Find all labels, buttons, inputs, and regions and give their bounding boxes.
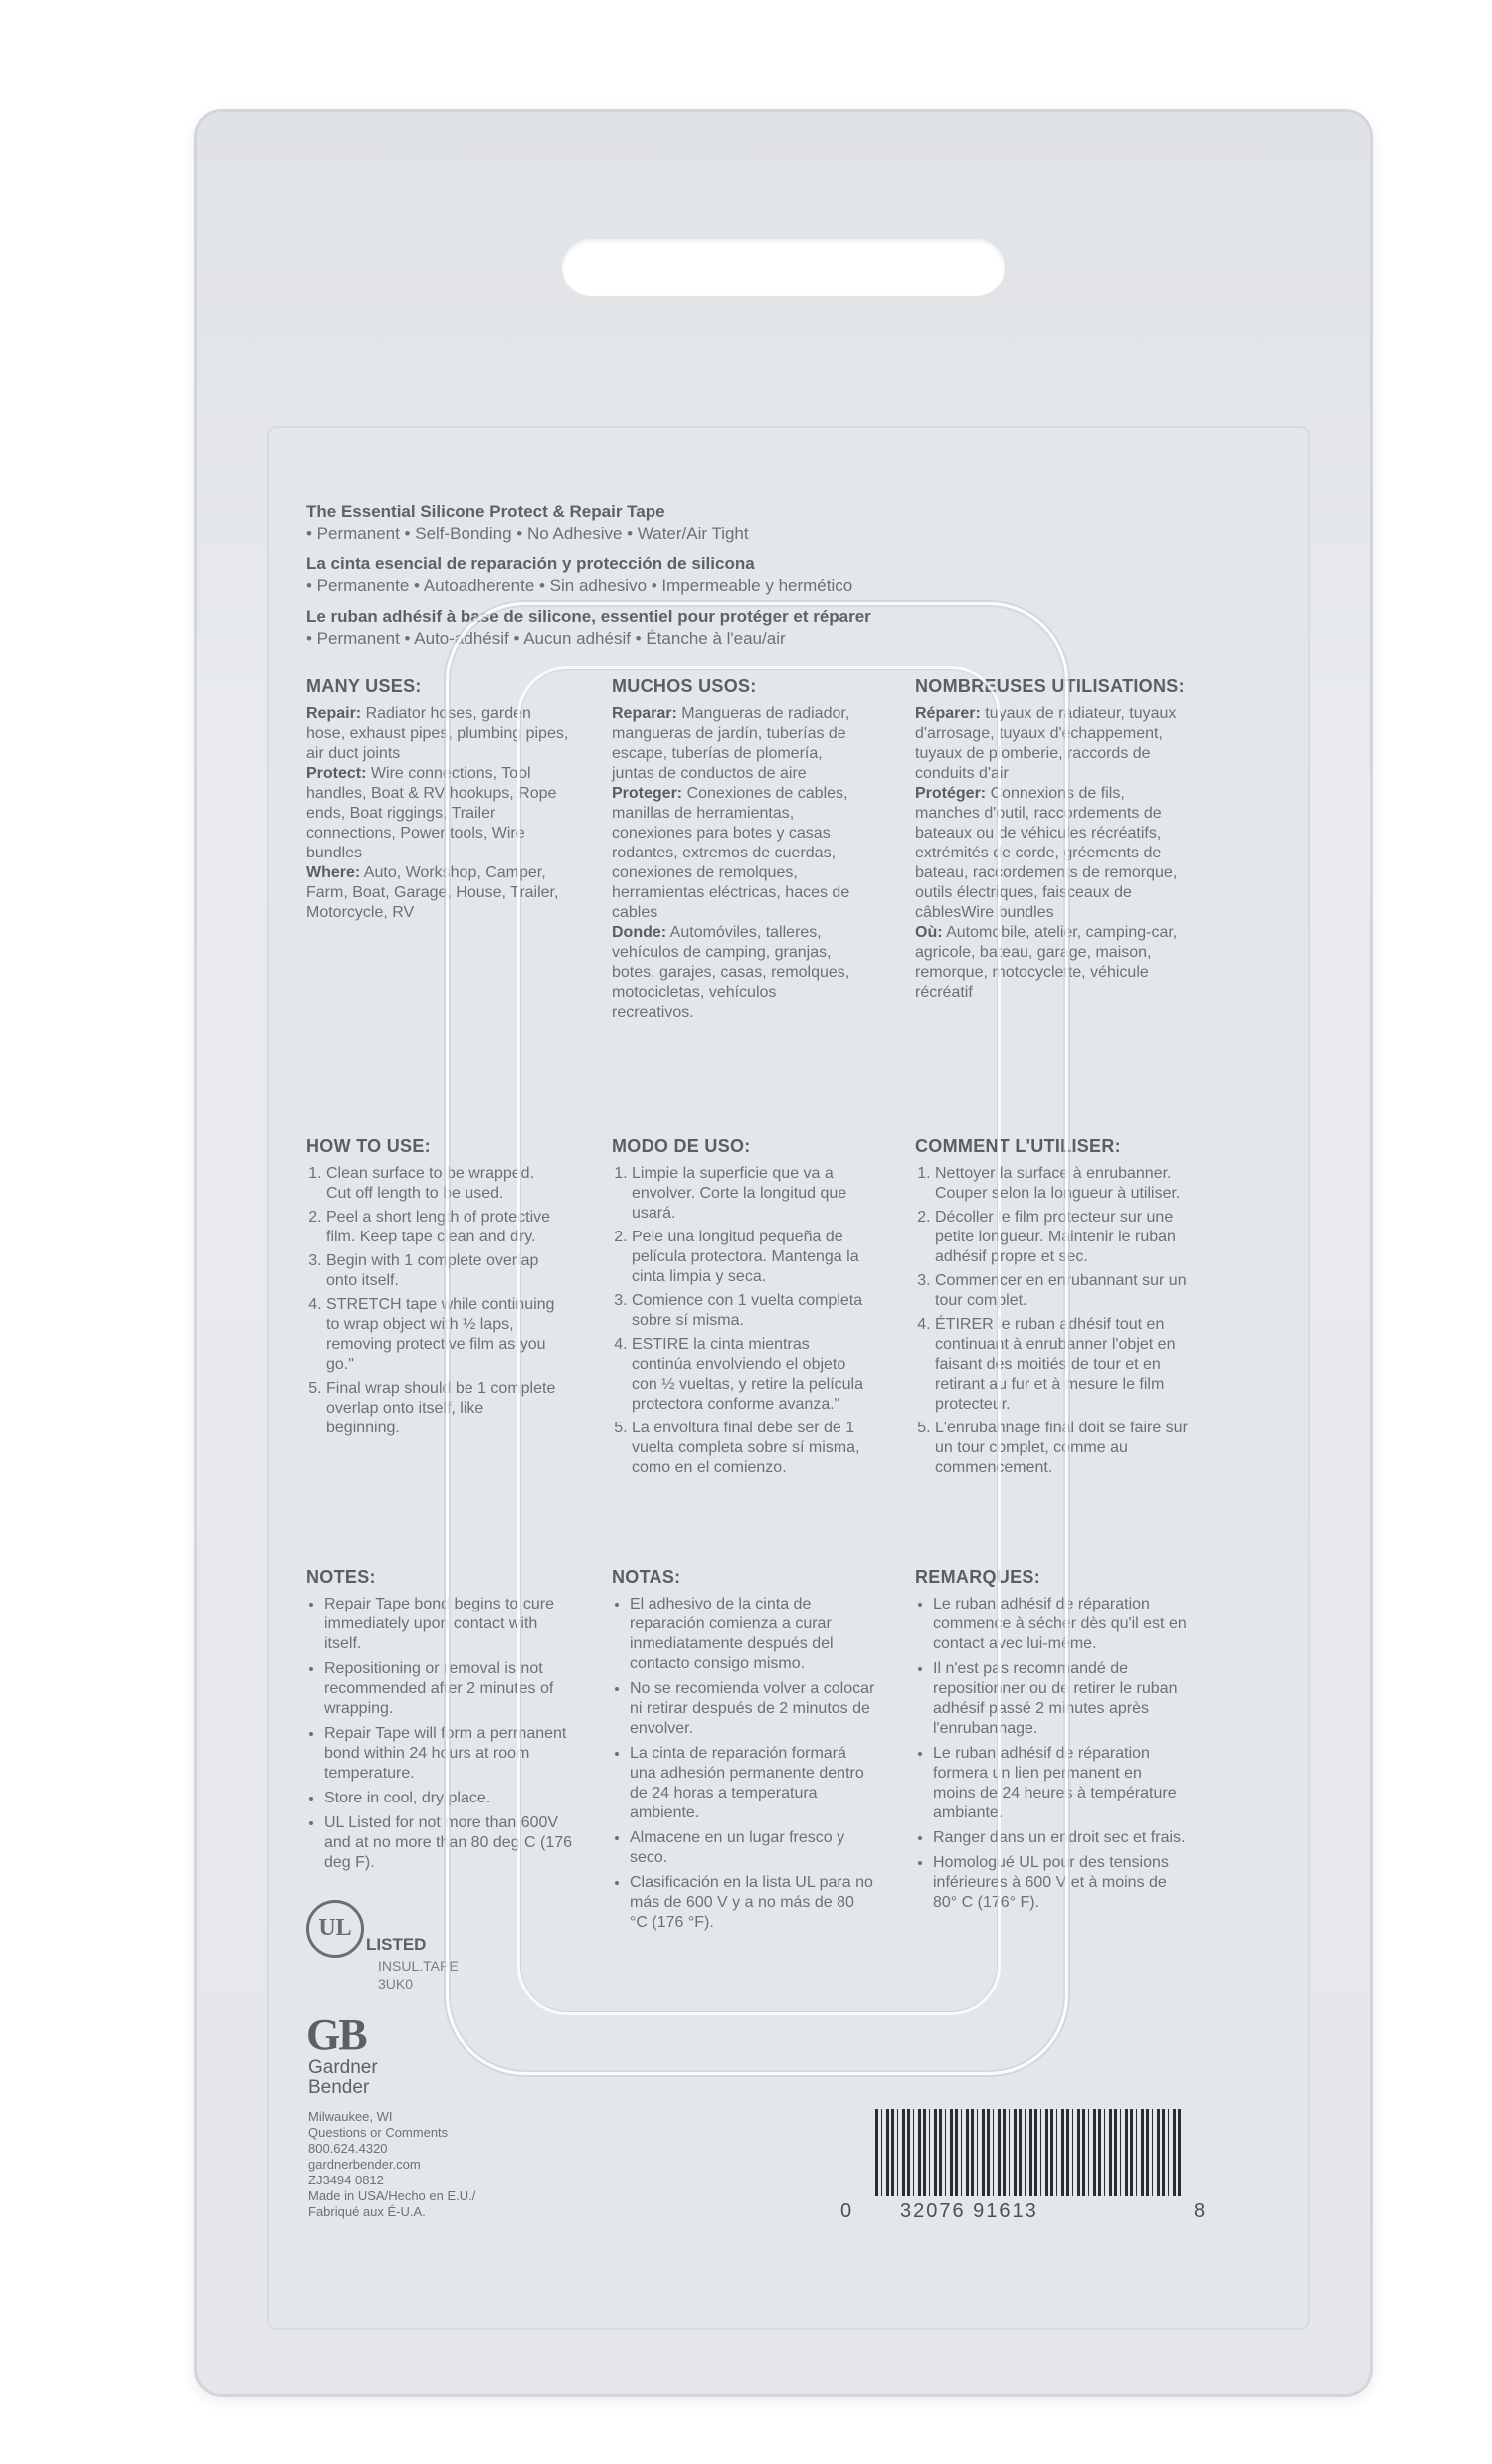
notes-es-title: NOTAS: (612, 1567, 681, 1587)
address-line: Fabriqué aux É-U.A. (308, 2204, 426, 2219)
barcode (875, 2109, 1184, 2196)
step-item: 4. ESTIRE la cinta mientras continúa envolviendo el objeto con ½ vueltas, y retire la película protectora conforme avanza." (632, 1335, 865, 1415)
uses-es-where: Donde: Automóviles, talleres, vehículos de camping, granjas, botes, garajes, casas, remolques, motocicletas, vehículos recreativos. (612, 924, 850, 1021)
uses-en-protect: Protect: Wire connections, Tool handles, Boat & RV hookups, Rope ends, Boat riggings, Trailer connections, Power tools, Wire bundles (306, 765, 557, 861)
note-item: • Il n'est pas recommandé de repositionner ou de retirer le ruban adhésif passé 2 minutes après l'enrubannage. (933, 1659, 1189, 1739)
ul-line2: 3UK0 (378, 1976, 414, 1991)
header-en-title: The Essential Silicone Protect & Repair Tape (306, 502, 665, 521)
step-item: 2. Pele una longitud pequeña de película protectora. Mantenga la cinta limpia y seca. (632, 1228, 865, 1287)
step-item: 1. Clean surface to be wrapped. Cut off length to be used. (326, 1164, 560, 1204)
note-item: • Repair Tape will form a permanent bond within 24 hours at room temperature. (324, 1724, 575, 1784)
header-es-title: La cinta esencial de reparación y protección de silicona (306, 554, 755, 573)
ul-listed: LISTED (366, 1935, 427, 1954)
notes-en-title: NOTES: (306, 1567, 376, 1587)
note-item: • Repositioning or removal is not recommended after 2 minutes of wrapping. (324, 1659, 575, 1719)
barcode-left-digit: 0 (840, 2200, 852, 2222)
step-item: 2. Décoller le film protecteur sur une petite longueur. Maintenir le ruban adhésif propre et sec. (935, 1208, 1189, 1267)
step-item: 3. Commencer en enrubannant sur un tour complet. (935, 1271, 1189, 1311)
uses-fr-where: Où: Automobile, atelier, camping-car, agricole, bateau, garage, maison, remorque, motocyclette, véhicule récréatif (915, 924, 1178, 1001)
brand-name-1: Gardner (308, 2057, 378, 2078)
gb-logo-icon: GB (306, 2010, 366, 2059)
note-item: • Homologué UL pour des tensions inférieures à 600 V et à moins de 80° C (176° F). (933, 1853, 1189, 1913)
note-item: • UL Listed for not more than 600V and at no more than 80 deg C (176 deg F). (324, 1813, 575, 1873)
step-item: 1. Nettoyer la surface à enrubanner. Couper selon la longueur à utiliser. (935, 1164, 1189, 1204)
header-es-bullets: • Permanente • Autoadherente • Sin adhesivo • Impermeable y hermético (306, 576, 853, 595)
step-item: 1. Limpie la superficie que va a envolver. Corte la longitud que usará. (632, 1164, 865, 1224)
address-line: 800.624.4320 (308, 2141, 388, 2156)
step-item: 5. La envoltura final debe ser de 1 vuelta completa sobre sí misma, como en el comienzo. (632, 1419, 865, 1478)
note-item: • No se recomienda volver a colocar ni retirar después de 2 minutos de envolver. (630, 1679, 875, 1739)
address-line: Made in USA/Hecho en E.U./ (308, 2188, 476, 2203)
uses-fr-title: NOMBREUSES UTILISATIONS: (915, 676, 1185, 696)
step-item: 5. L'enrubannage final doit se faire sur un tour complet, comme au commencement. (935, 1419, 1189, 1478)
blister-inner-outline (517, 666, 1001, 2015)
note-item: • Repair Tape bond begins to cure immediately upon contact with itself. (324, 1595, 575, 1654)
step-item: 3. Comience con 1 vuelta completa sobre sí misma. (632, 1291, 865, 1331)
uses-fr-protect: Protéger: Connexions de fils, manches d'outil, raccordements de bateaux ou de véhicules récréatifs, extrémités de corde, gréements de bateau, raccordements de remorque, outils électriques, faisceaux de câblesWire bundles (915, 785, 1178, 921)
step-item: 4. STRETCH tape while continuing to wrap object with ½ laps, removing protective film as you go." (326, 1295, 560, 1375)
brand-name-2: Bender (308, 2077, 370, 2098)
note-item: • Store in cool, dry place. (324, 1789, 575, 1808)
ul-logo-icon: UL (306, 1900, 364, 1958)
note-item: • Clasificación en la lista UL para no más de 600 V y a no más de 80 °C (176 °F). (630, 1873, 875, 1933)
uses-es-protect: Proteger: Conexiones de cables, manillas de herramientas, conexiones para botes y casas rodantes, extremos de cuerdas, conexiones de remolques, herramientas eléctricas, haces de cables (612, 785, 850, 921)
address-line: gardnerbender.com (308, 2157, 421, 2172)
address-line: ZJ3494 0812 (308, 2173, 384, 2187)
address-line: Questions or Comments (308, 2125, 449, 2140)
notes-fr-title: REMARQUES: (915, 1567, 1041, 1587)
howto-en-title: HOW TO USE: (306, 1136, 431, 1156)
note-item: • Ranger dans un endroit sec et frais. (933, 1828, 1189, 1848)
note-item: • Le ruban adhésif de réparation commence à sécher dès qu'il est en contact avec lui-même. (933, 1595, 1189, 1654)
step-item: 4. ÉTIRER le ruban adhésif tout en continuant à enrubanner l'objet en faisant des moitiés de tour et en retirant au fur et à mesure le film protecteur. (935, 1315, 1189, 1415)
howto-fr-title: COMMENT L'UTILISER: (915, 1136, 1121, 1156)
uses-es-title: MUCHOS USOS: (612, 676, 757, 696)
note-item: • Le ruban adhésif de réparation formera un lien permanent en moins de 24 heures à température ambiante. (933, 1744, 1189, 1823)
step-item: 3. Begin with 1 complete overlap onto itself. (326, 1251, 560, 1291)
uses-es-repair: Reparar: Mangueras de radiador, mangueras de jardín, tuberías de escape, tuberías de plomería, juntas de conductos de aire (612, 705, 850, 782)
note-item: • Almacene en un lugar fresco y seco. (630, 1828, 875, 1868)
note-item: • El adhesivo de la cinta de reparación comienza a curar inmediatamente después del contacto consigo mismo. (630, 1595, 875, 1674)
hang-hole (562, 239, 1005, 296)
uses-en-where: Where: Auto, Workshop, Camper, Farm, Boat, Garage, House, Trailer, Motorcycle, RV (306, 864, 559, 921)
step-item: 2. Peel a short length of protective film. Keep tape clean and dry. (326, 1208, 560, 1247)
step-item: 5. Final wrap should be 1 complete overlap onto itself, like beginning. (326, 1379, 560, 1438)
header-fr-bullets: • Permanent • Auto-adhésif • Aucun adhésif • Étanche à l'eau/air (306, 629, 786, 648)
brand-address (308, 2109, 475, 2220)
uses-en-repair: Repair: Radiator hoses, garden hose, exhaust pipes, plumbing pipes, air duct joints (306, 705, 569, 762)
ul-line1: INSUL.TAPE (378, 1958, 459, 1974)
address-line: Milwaukee, WI (308, 2109, 393, 2124)
note-item: • La cinta de reparación formará una adhesión permanente dentro de 24 horas a temperatura ambiente. (630, 1744, 875, 1823)
uses-fr-repair: Réparer: tuyaux de radiateur, tuyaux d'arrosage, tuyaux d'échappement, tuyaux de plomberie, raccords de conduits d'air (915, 705, 1177, 782)
header-en-bullets: • Permanent • Self-Bonding • No Adhesive • Water/Air Tight (306, 524, 749, 543)
uses-en-title: MANY USES: (306, 676, 422, 696)
barcode-right-digit: 8 (1194, 2200, 1206, 2222)
header-fr-title: Le ruban adhésif à base de silicone, essentiel pour protéger et réparer (306, 607, 871, 626)
howto-es-title: MODO DE USO: (612, 1136, 751, 1156)
barcode-number: 32076 91613 (900, 2200, 1038, 2222)
